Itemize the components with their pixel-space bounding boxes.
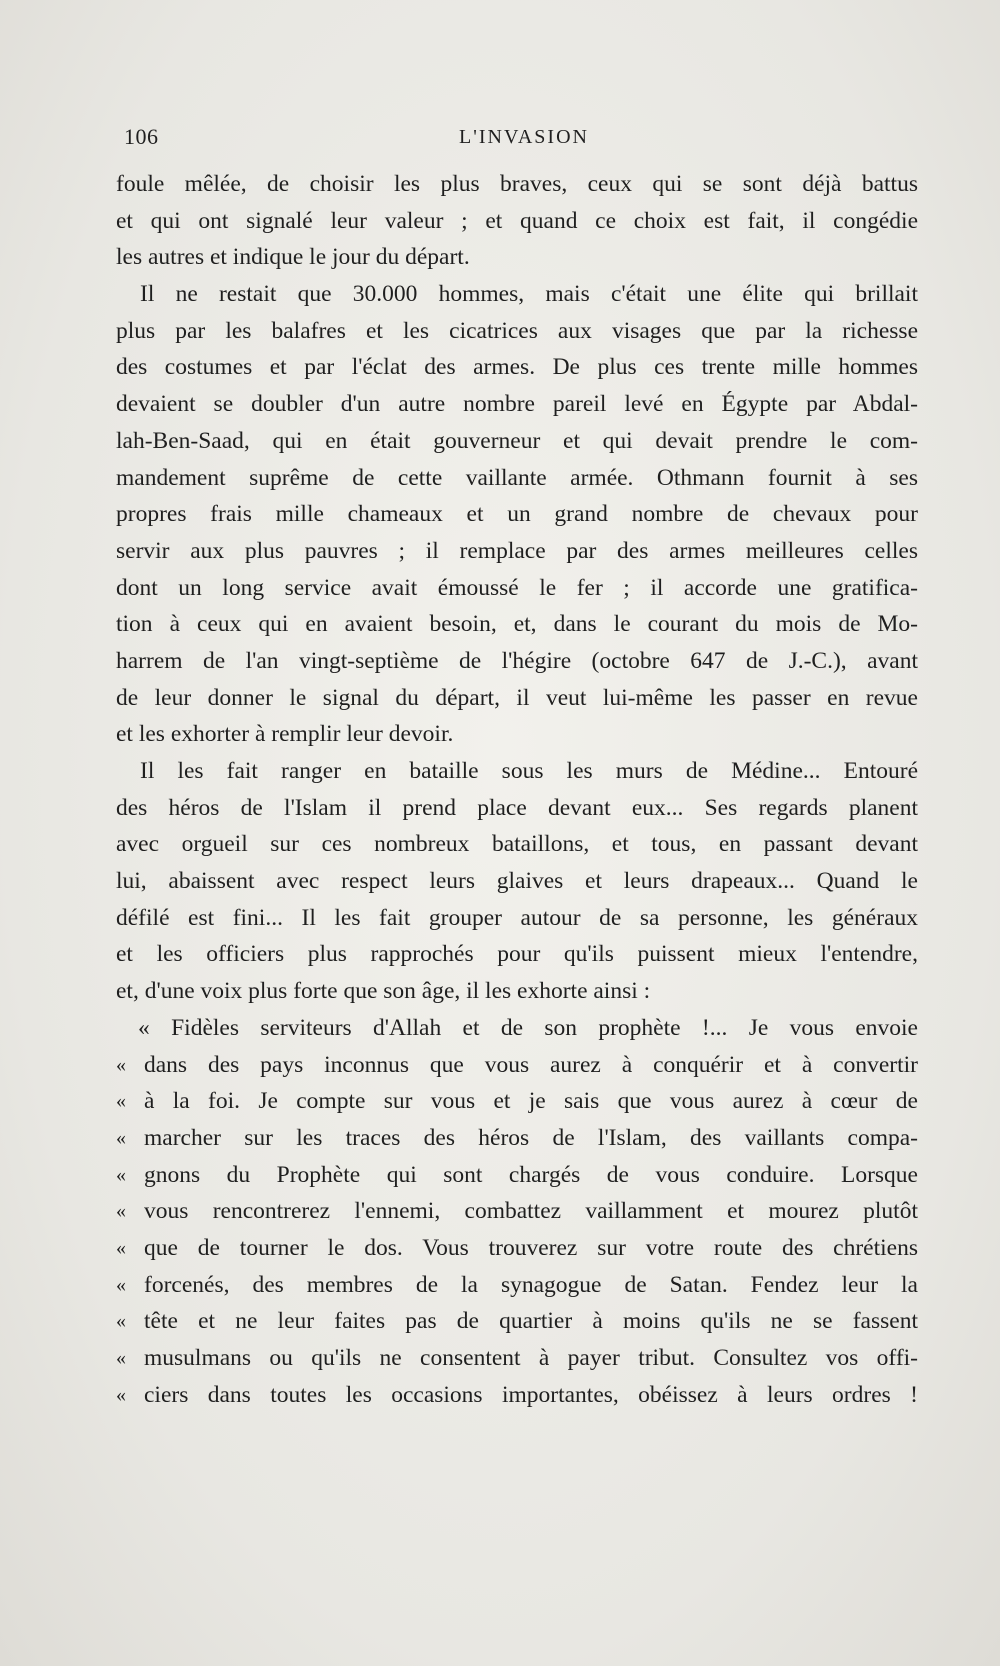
text-line: tion à ceux qui en avaient besoin, et, dans le courant du mois de Mo- [116,611,918,638]
quote-mark: « [116,1383,126,1406]
quote-mark: « [116,1053,126,1076]
quote-line [116,1157,918,1194]
text-line: plus par les balafres et les cicatrices aux visages que par la richesse [116,317,918,344]
quote-text: vous rencontrerez l'ennemi, combattez vaillamment et mourez plutôt [144,1198,918,1225]
quote-mark: « [116,1163,126,1186]
quote-mark: « [116,1347,126,1369]
quote-line [116,1193,918,1230]
text-line: devaient se doubler d'un autre nombre pareil levé en Égypte par Abdal- [116,391,918,418]
page-header [124,124,924,154]
quote-text: tête et ne leur faites pas de quartier à moins qu'ils ne se fassent [144,1308,918,1335]
text-line: lui, abaissent avec respect leurs glaives et leurs drapeaux... Quand le [116,868,918,895]
quote-text: dans des pays inconnus que vous aurez à conquérir et à convertir [144,1051,918,1078]
quote-mark: « [116,1126,126,1149]
text-line: des héros de l'Islam il prend place devant eux... Ses regards planent [116,794,918,821]
text-line: et les officiers plus rapprochés pour qu'ils puissent mieux l'entendre, [116,941,918,968]
quote-line [116,1377,918,1414]
quote-line [116,1083,918,1120]
text-line: défilé est fini... Il les fait grouper autour de sa personne, les généraux [116,904,918,931]
quote-mark: « [116,1273,126,1296]
quote-text: marcher sur les traces des héros de l'Islam, des vaillants compa- [144,1124,918,1151]
text-line: dont un long service avait émoussé le fer ; il accorde une gratifica- [116,574,918,601]
text-line: servir aux plus pauvres ; il remplace par des armes meilleures celles [116,537,918,564]
quote-line [116,1340,918,1377]
text-line: et, d'une voix plus forte que son âge, il les exhorte ainsi : [116,978,651,1005]
quote-mark: « [116,1310,126,1333]
quote-text: musulmans ou qu'ils ne consentent à payer tribut. Consultez vos offi- [144,1345,918,1371]
quote-start-line: « Fidèles serviteurs d'Allah et de son prophète !... Je vous envoie [138,1014,918,1041]
quote-text: que de tourner le dos. Vous trouverez sur votre route des chrétiens [144,1234,918,1261]
text-line: harrem de l'an vingt-septième de l'hégire (octobre 647 de J.-C.), avant [116,647,918,674]
quote-text: gnons du Prophète qui sont chargés de vous conduire. Lorsque [144,1161,918,1188]
quote-mark: « [116,1200,126,1223]
page-number: 106 [124,124,159,149]
text-line: de leur donner le signal du départ, il veut lui-même les passer en revue [116,684,918,711]
text-line: propres frais mille chameaux et un grand nombre de chevaux pour [116,501,918,528]
quote-text: à la foi. Je compte sur vous et je sais que vous aurez à cœur de [144,1088,918,1115]
quote-line [116,1303,918,1340]
body-text [116,166,918,1413]
text-line: avec orgueil sur ces nombreux bataillons, et tous, en passant devant [116,831,918,858]
quote-line [116,1230,918,1267]
paragraph-start-line: Il ne restait que 30.000 hommes, mais c'était une élite qui brillait [140,281,918,308]
text-line: des costumes et par l'éclat des armes. De plus ces trente mille hommes [116,354,918,381]
running-title: L'INVASION [459,126,589,148]
quote-line [116,1120,918,1157]
text-line: et les exhorter à remplir leur devoir. [116,721,454,748]
text-line: les autres et indique le jour du départ. [116,244,470,271]
quote-mark: « [116,1090,126,1113]
text-line: lah-Ben-Saad, qui en était gouverneur et qui devait prendre le com- [116,427,918,454]
quote-line [116,1267,918,1304]
text-line: mandement suprême de cette vaillante armée. Othmann fournit à ses [116,464,918,491]
quote-line [116,1047,918,1084]
quote-text: forcenés, des membres de la synagogue de Satan. Fendez leur la [144,1271,918,1298]
quote-text: ciers dans toutes les occasions importantes, obéissez à leurs ordres ! [144,1381,918,1408]
quote-mark: « [116,1236,126,1259]
text-line: foule mêlée, de choisir les plus braves, ceux qui se sont déjà battus [116,171,918,197]
text-line: et qui ont signalé leur valeur ; et quand ce choix est fait, il congédie [116,207,918,234]
paragraph-start-line: Il les fait ranger en bataille sous les murs de Médine... Entouré [140,758,918,784]
